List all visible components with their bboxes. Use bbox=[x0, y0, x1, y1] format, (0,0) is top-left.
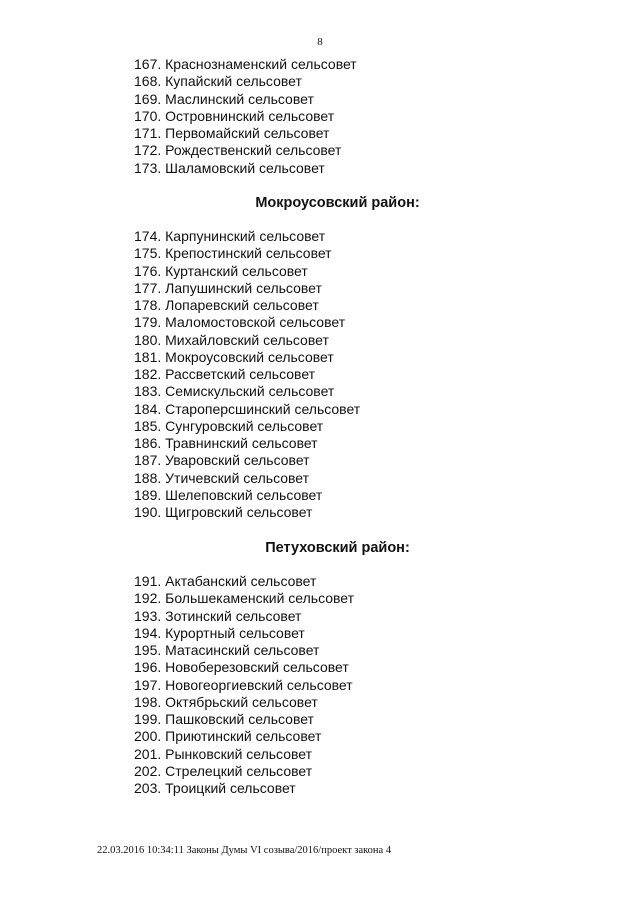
list-item: 177. Лапушинский сельсовет bbox=[134, 279, 322, 296]
list-item: 184. Староперсшинский сельсовет bbox=[134, 400, 361, 417]
list-item: 172. Рождественский сельсовет bbox=[134, 142, 342, 159]
council-list-mokrousovsky bbox=[134, 228, 534, 521]
section-heading-mokrousovsky: Мокроусовский район: bbox=[255, 195, 420, 211]
list-item: 179. Маломостовской сельсовет bbox=[134, 314, 346, 331]
list-item: 200. Приютинский сельсовет bbox=[134, 728, 322, 745]
list-item: 199. Пашковский сельсовет bbox=[134, 711, 314, 727]
list-item: 176. Куртанский сельсовет bbox=[134, 262, 308, 279]
list-item: 191. Актабанский сельсовет bbox=[134, 573, 317, 589]
list-item: 168. Купайский сельсовет bbox=[134, 73, 302, 90]
list-item: 202. Стрелецкий сельсовет bbox=[134, 762, 313, 779]
list-item: 187. Уваровский сельсовет bbox=[134, 452, 310, 469]
list-item: 193. Зотинский сельсовет bbox=[134, 607, 302, 624]
document-footer: 22.03.2016 10:34:11 Законы Думы VI созыва/2016/проект закона 4 bbox=[97, 845, 392, 856]
section-heading-petukhovsky: Петуховский район: bbox=[265, 540, 410, 556]
list-item: 173. Шаламовский сельсовет bbox=[134, 159, 325, 176]
list-item: 170. Островнинский сельсовет bbox=[134, 107, 335, 124]
list-item: 198. Октябрьский сельсовет bbox=[134, 693, 318, 710]
page-number: 8 bbox=[317, 36, 323, 48]
list-item: 169. Маслинский сельсовет bbox=[134, 90, 314, 107]
council-list-continued bbox=[134, 56, 534, 177]
list-item: 195. Матасинский сельсовет bbox=[134, 642, 320, 658]
council-list-petukhovsky bbox=[134, 573, 534, 797]
list-item: 178. Лопаревский сельсовет bbox=[134, 297, 319, 313]
list-item: 203. Троицкий сельсовет bbox=[134, 780, 296, 796]
list-item: 174. Карпунинский сельсовет bbox=[134, 228, 326, 244]
list-item: 180. Михайловский сельсовет bbox=[134, 331, 329, 348]
list-item: 201. Рынковский сельсовет bbox=[134, 745, 313, 762]
list-item: 185. Сунгуровский сельсовет bbox=[134, 417, 324, 434]
list-item: 175. Крепостинский сельсовет bbox=[134, 245, 332, 262]
list-item: 188. Утичевский сельсовет bbox=[134, 469, 310, 486]
list-item: 197. Новогеоргиевский сельсовет bbox=[134, 676, 353, 693]
list-item: 192. Большекаменский сельсовет bbox=[134, 590, 355, 607]
list-item: 167. Краснознаменский сельсовет bbox=[134, 56, 357, 72]
list-item: 171. Первомайский сельсовет bbox=[134, 125, 330, 141]
list-item: 190. Щигровский сельсовет bbox=[134, 504, 313, 520]
list-item: 182. Рассветский сельсовет bbox=[134, 366, 316, 382]
list-item: 181. Мокроусовский сельсовет bbox=[134, 348, 334, 365]
list-item: 183. Семискульский сельсовет bbox=[134, 383, 335, 400]
list-item: 189. Шелеповский сельсовет bbox=[134, 486, 323, 503]
list-item: 196. Новоберезовский сельсовет bbox=[134, 659, 349, 676]
list-item: 186. Травнинский сельсовет bbox=[134, 435, 318, 451]
list-item: 194. Курортный сельсовет bbox=[134, 624, 305, 641]
